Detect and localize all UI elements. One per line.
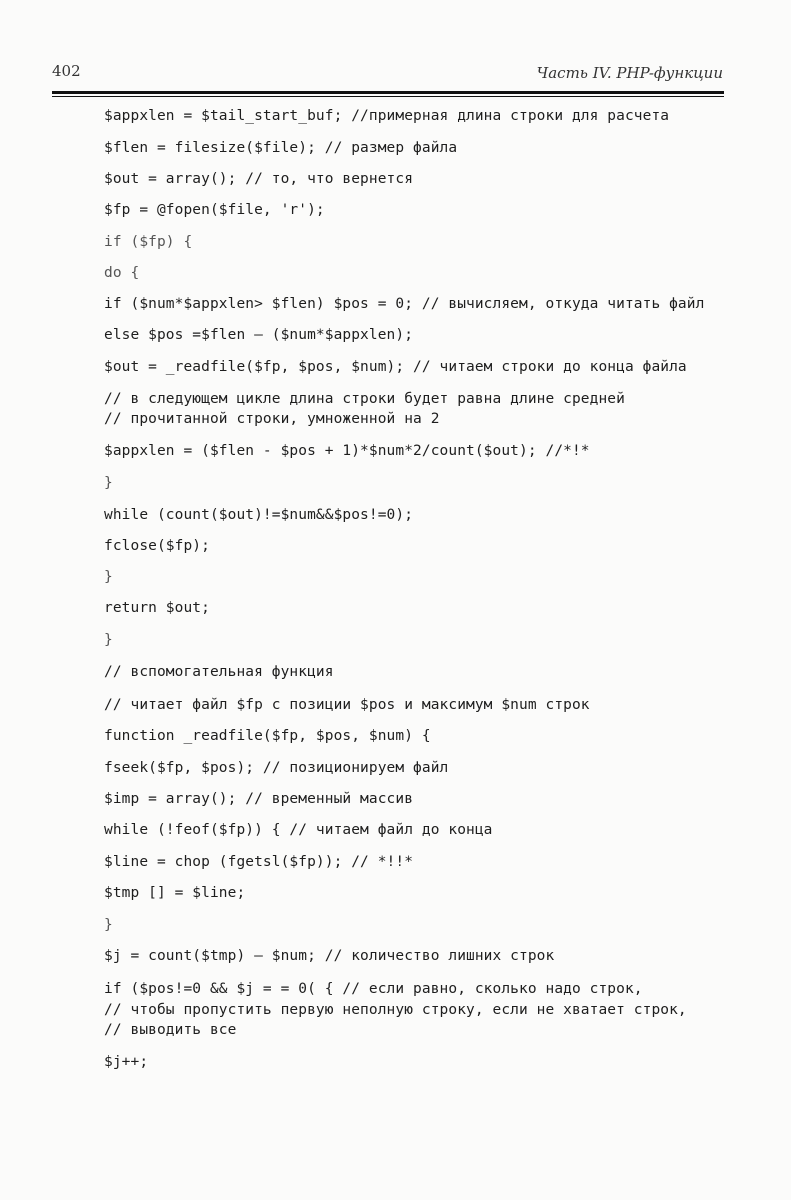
code-line: $tmp [] = $line; <box>104 885 246 901</box>
code-line: if ($num*$appxlen> $flen) $pos = 0; // вычисляем, откуда читать файл <box>104 296 705 312</box>
code-line: $out = array(); // то, что вернется <box>104 171 414 187</box>
header-rule-thick <box>52 91 724 94</box>
code-line: $appxlen = $tail_start_buf; //примерная длина строки для расчета <box>104 108 670 124</box>
code-line: // в следующем цикле длина строки будет равна длине средней <box>104 391 625 407</box>
code-line: function _readfile($fp, $pos, $num) { <box>104 728 431 744</box>
code-line: // вспомогательная функция <box>104 664 334 680</box>
code-line: } <box>104 475 113 491</box>
code-line: fseek($fp, $pos); // позиционируем файл <box>104 760 449 776</box>
code-line: while (count($out)!=$num&&$pos!=0); <box>104 507 414 523</box>
code-line: } <box>104 632 113 648</box>
code-line: // выводить все <box>104 1022 237 1038</box>
code-line: } <box>104 569 113 585</box>
running-head: Часть IV. PHP-функции <box>536 64 723 82</box>
code-line: if ($pos!=0 && $j = = 0( { // если равно, сколько надо строк, <box>104 981 643 997</box>
code-line: $out = _readfile($fp, $pos, $num); // читаем строки до конца файла <box>104 359 687 375</box>
header-rule-thin <box>52 96 724 97</box>
code-line: $imp = array(); // временный массив <box>104 791 414 807</box>
code-line: $j = count($tmp) — $num; // количество лишних строк <box>104 948 555 964</box>
code-line: do { <box>104 265 140 281</box>
code-line: // читает файл $fp с позиции $pos и максимум $num строк <box>104 697 590 713</box>
code-line: $appxlen = ($flen - $pos + 1)*$num*2/count($out); //*!* <box>104 443 590 459</box>
code-line: while (!feof($fp)) { // читаем файл до конца <box>104 822 493 838</box>
code-line: fclose($fp); <box>104 538 210 554</box>
code-line: // прочитанной строки, умноженной на 2 <box>104 411 440 427</box>
code-line: $j++; <box>104 1054 149 1070</box>
code-line: $flen = filesize($file); // размер файла <box>104 140 458 156</box>
code-line: if ($fp) { <box>104 234 193 250</box>
code-line: else $pos =$flen — ($num*$appxlen); <box>104 327 414 343</box>
page-number: 402 <box>52 62 81 80</box>
code-line: $fp = @fopen($file, 'r'); <box>104 202 325 218</box>
code-line: } <box>104 917 113 933</box>
code-line: return $out; <box>104 600 210 616</box>
code-line: $line = chop (fgetsl($fp)); // *!!* <box>104 854 414 870</box>
code-line: // чтобы пропустить первую неполную строку, если не хватает строк, <box>104 1002 687 1018</box>
